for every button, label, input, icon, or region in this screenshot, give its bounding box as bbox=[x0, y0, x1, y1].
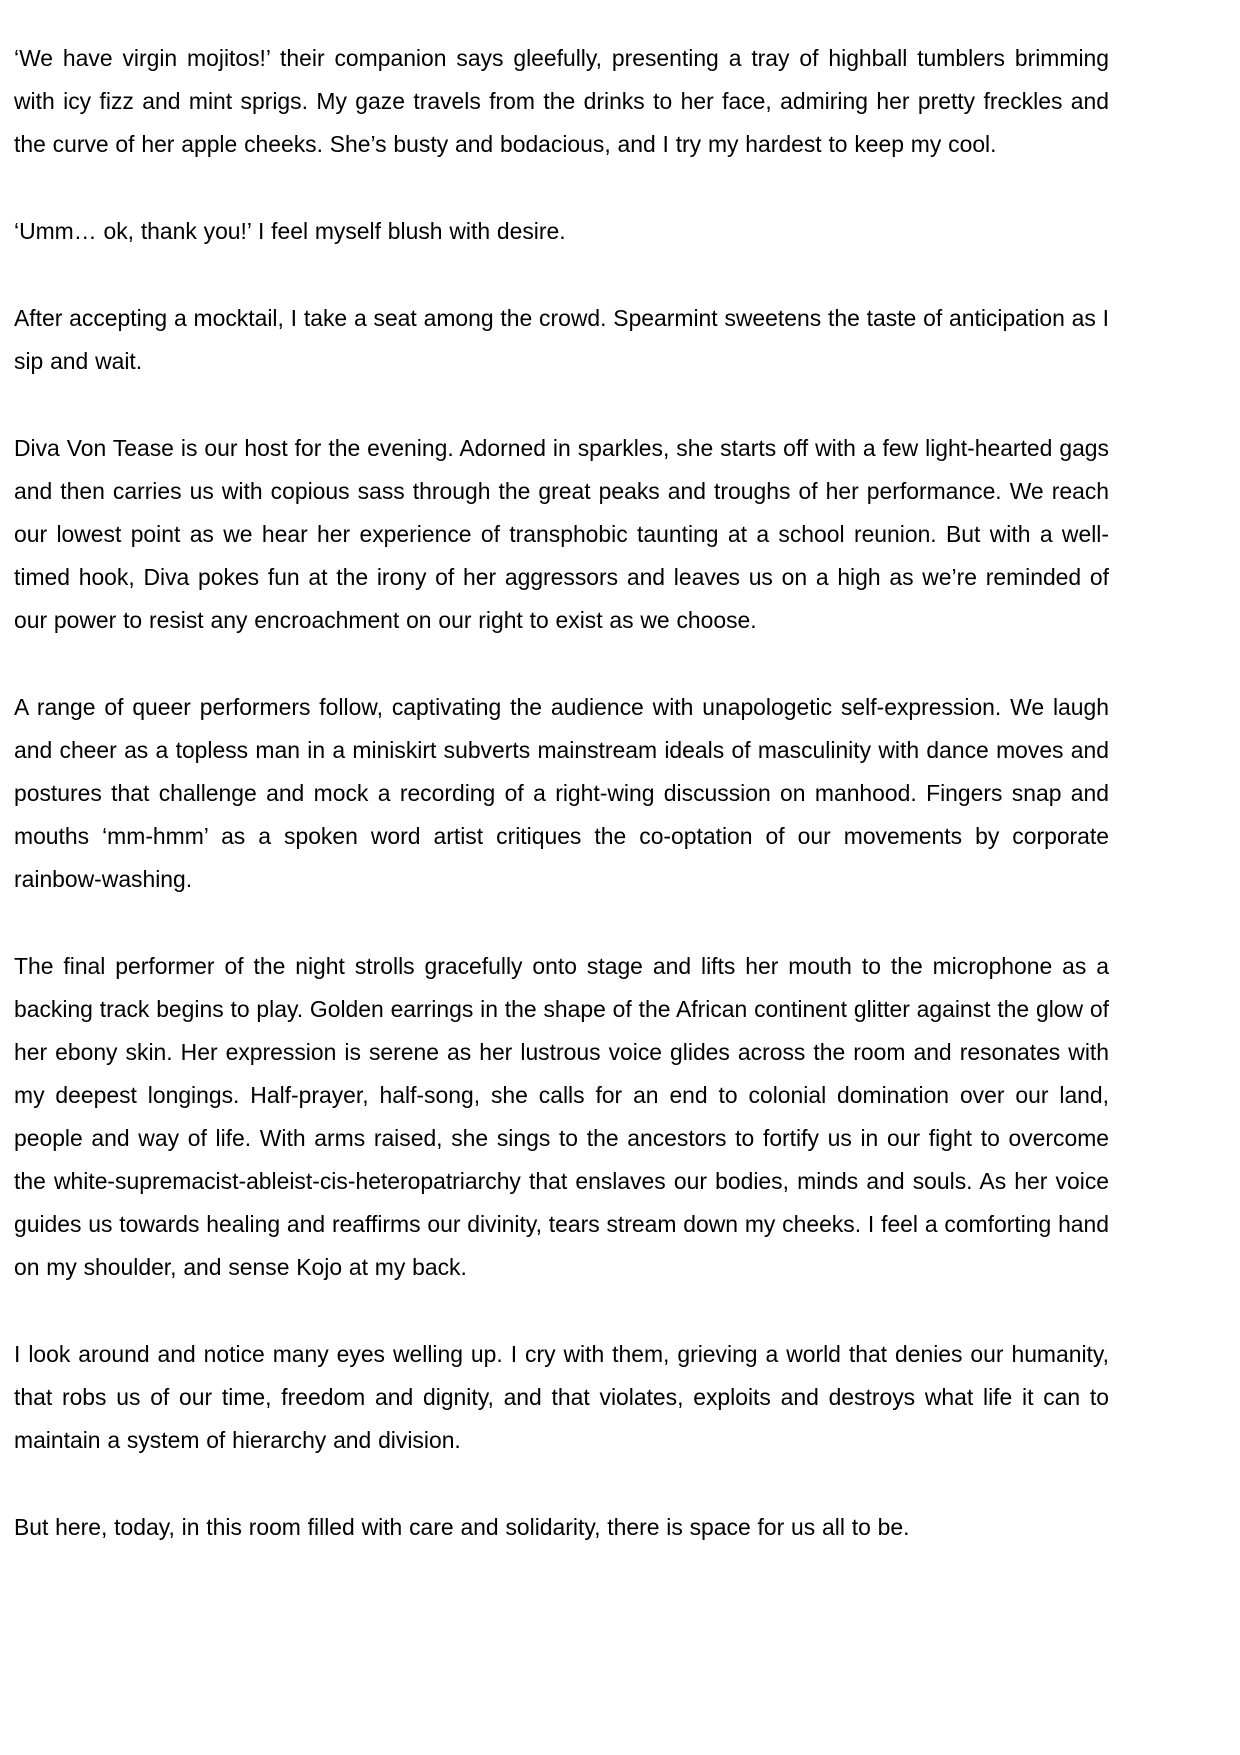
paragraph: ‘Umm… ok, thank you!’ I feel myself blush with desire. bbox=[14, 218, 566, 244]
paragraph: I look around and notice many eyes welling up. I cry with them, grieving a world that denies our humanity, that robs us of our time, freedom and dignity, and that violates, exploits and destroys what life it can to maintain a system of hierarchy and division. bbox=[14, 1341, 1109, 1453]
paragraph: A range of queer performers follow, captivating the audience with unapologetic self-expression. We laugh and cheer as a topless man in a miniskirt subverts mainstream ideals of masculinity with dance moves and postures that challenge and mock a recording of a right-wing discussion on manhood. Fingers snap and mouths ‘mm-hmm’ as a spoken word artist critiques the co-optation of our movements by corporate rainbow-washing. bbox=[14, 694, 1109, 892]
story-text bbox=[14, 37, 1109, 1549]
paragraph: The final performer of the night strolls gracefully onto stage and lifts her mouth to the microphone as a backing track begins to play. Golden earrings in the shape of the African continent glitter against the glow of her ebony skin. Her expression is serene as her lustrous voice glides across the room and resonates with my deepest longings. Half-prayer, half-song, she calls for an end to colonial domination over our land, people and way of life. With arms raised, she sings to the ancestors to fortify us in our fight to overcome the white-supremacist-ableist-cis-heteropatriarchy that enslaves our bodies, minds and souls. As her voice guides us towards healing and reaffirms our divinity, tears stream down my cheeks. I feel a comforting hand on my shoulder, and sense Kojo at my back. bbox=[14, 953, 1109, 1280]
paragraph: ‘We have virgin mojitos!’ their companion says gleefully, presenting a tray of highball tumblers brimming with icy fizz and mint sprigs. My gaze travels from the drinks to her face, admiring her pretty freckles and the curve of her apple cheeks. She’s busty and bodacious, and I try my hardest to keep my cool. bbox=[14, 45, 1109, 157]
paragraph: After accepting a mocktail, I take a seat among the crowd. Spearmint sweetens the taste of anticipation as I sip and wait. bbox=[14, 305, 1109, 374]
paragraph: But here, today, in this room filled with care and solidarity, there is space for us all to be. bbox=[14, 1514, 910, 1540]
paragraph: Diva Von Tease is our host for the evening. Adorned in sparkles, she starts off with a few light-hearted gags and then carries us with copious sass through the great peaks and troughs of her performance. We reach our lowest point as we hear her experience of transphobic taunting at a school reunion. But with a well-timed hook, Diva pokes fun at the irony of her aggressors and leaves us on a high as we’re reminded of our power to resist any encroachment on our right to exist as we choose. bbox=[14, 435, 1109, 633]
